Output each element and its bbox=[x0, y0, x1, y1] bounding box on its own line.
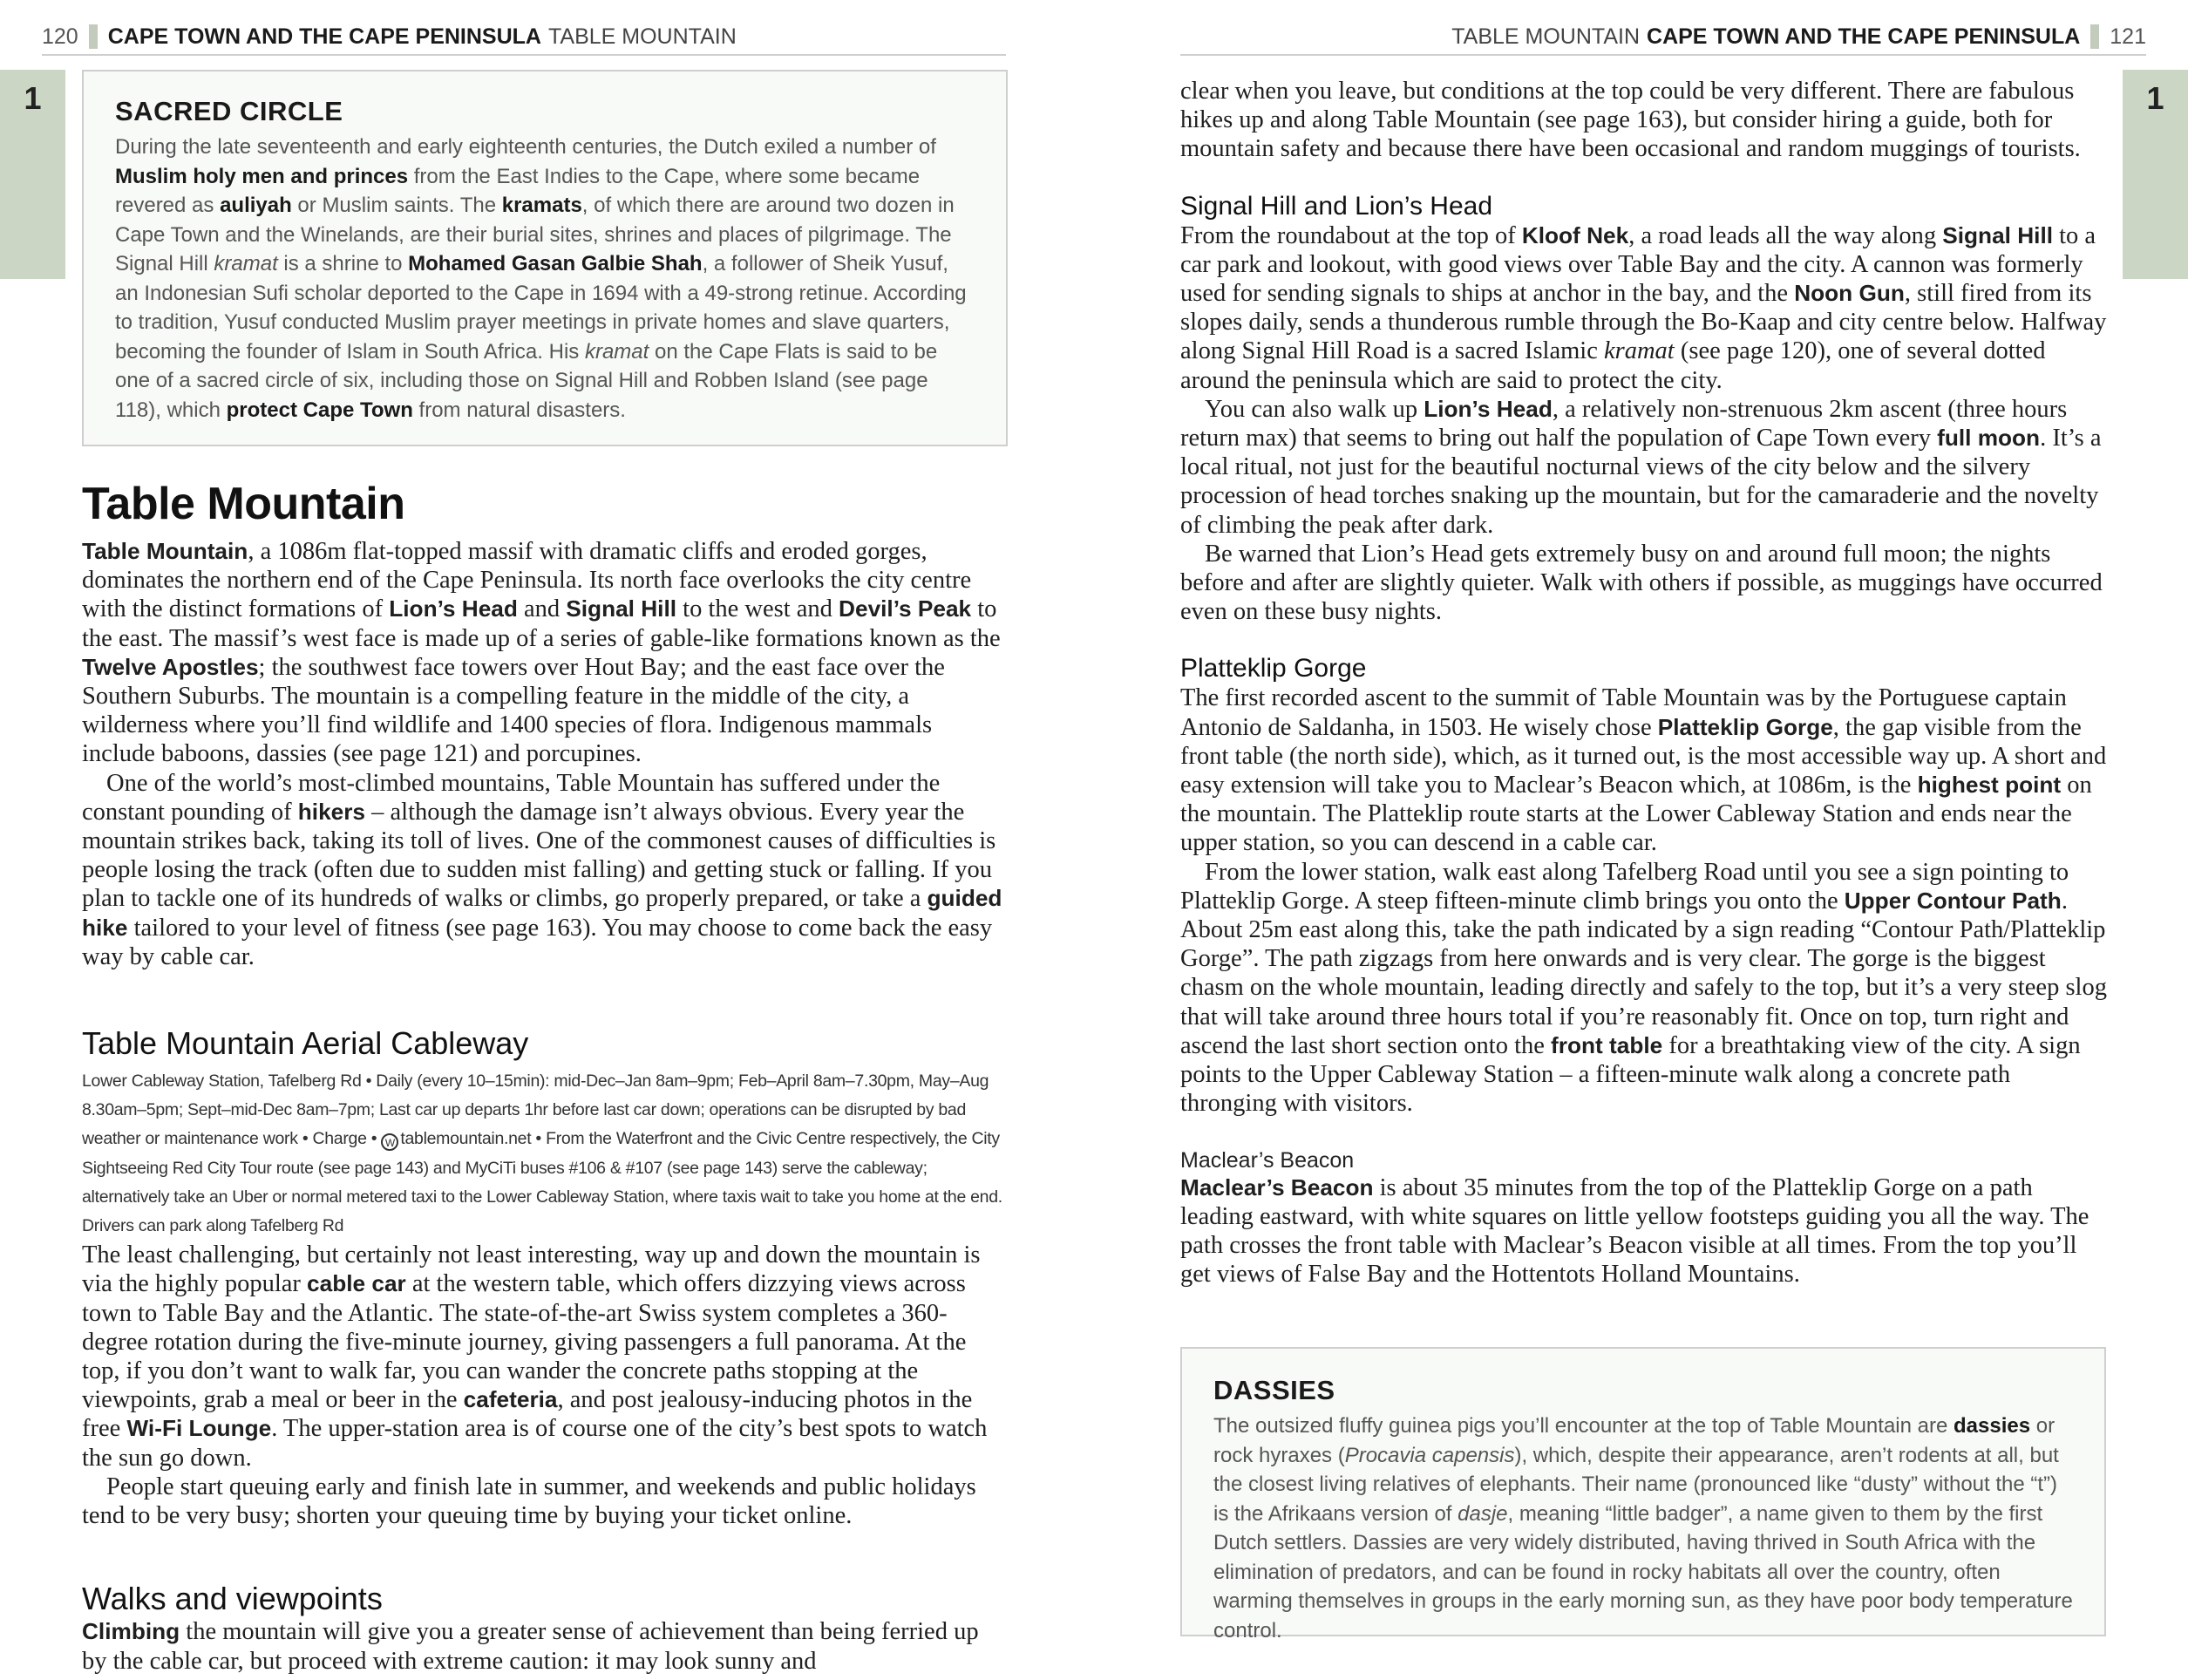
running-head-right bbox=[1180, 19, 2146, 56]
page-number-right: 121 bbox=[2110, 24, 2146, 49]
running-head-left bbox=[42, 19, 1006, 56]
header-subsection-left: TABLE MOUNTAIN bbox=[547, 24, 737, 49]
signal-hill-paragraph-1: From the roundabout at the top of Kloof Nek, a road leads all the way along Signal Hill to a car park and lookout, with good views over Table Bay and the city. A cannon was formerly used for sending signals to ships at anchor in the bay, and the Noon Gun, still fired from its slopes daily, sends a thunderous rumble through the Bo-Kaap and city centre below. Halfway along Signal Hill Road is a sacred Islamic kramat (see page 120), one of several dotted around the peninsula which are said to protect the city. bbox=[1180, 221, 2107, 394]
cableway-paragraph-2: People start queuing early and finish late in summer, and weekends and public holidays tend to be very busy; shorten your queuing time by buying your ticket online. bbox=[82, 1473, 976, 1530]
header-section-left: CAPE TOWN AND THE CAPE PENINSULA bbox=[107, 24, 541, 49]
signal-hill-heading: Signal Hill and Lion’s Head bbox=[1180, 191, 1493, 221]
sacred-circle-text: During the late seventeenth and early eighteenth centuries, the Dutch exiled a number of Muslim holy men and princes from the East Indies to the Cape, where some became revered as auliyah or Muslim saints. The kramats, of which there are around two dozen in Cape Town and the Winelands, are their burial sites, shrines and places of pilgrimage. The Signal Hill kramat is a shrine to Mohamed Gasan Galbie Shah, a follower of Sheik Yusuf, an Indonesian Sufi scholar deported to the Cape in 1694 with a 49-strong retinue. According to tradition, Yusuf conducted Muslim prayer meetings in private homes and slave quarters, becoming the founder of Islam in South Africa. His kramat on the Cape Flats is said to be one of a sacred circle of six, including those on Signal Hill and Robben Island (see page 118), which protect Cape Town from natural disasters. bbox=[115, 135, 967, 422]
intro-paragraph-2: One of the world’s most-climbed mountains, Table Mountain has suffered under the constant pounding of hikers – although the damage isn’t always obvious. Every year the mountain strikes back, taking its toll of lives. One of the commonest causes of difficulties is people losing the track (often due to sudden mist falling) and getting stuck or falling. If you plan to tackle one of its hundreds of walks or climbs, go properly prepared, or take a guided hike tailored to your level of fitness (see page 163). You may choose to come back the easy way by cable car. bbox=[82, 769, 1002, 970]
platteklip-heading: Platteklip Gorge bbox=[1180, 654, 1367, 684]
sacred-circle-box bbox=[82, 70, 1008, 446]
sacred-circle-title: SACRED CIRCLE bbox=[115, 96, 343, 126]
header-bar bbox=[2090, 24, 2099, 49]
platteklip-paragraph-1: The first recorded ascent to the summit of Table Mountain was by the Portuguese captain Antonio de Saldanha, in 1503. He wisely chose Platteklip Gorge, the gap visible from the front table (the north side), which, as it turned out, is the most accessible way up. A short and easy extension will take you to Maclear’s Beacon which, at 1086m, is the highest point on the mountain. The Platteklip route starts at the Lower Cableway Station and ends near the upper station, so you can descend in a cable car. bbox=[1180, 684, 2107, 857]
dassies-box bbox=[1180, 1347, 2106, 1643]
left-column bbox=[82, 478, 1006, 1676]
dassies-text: The outsized fluffy guinea pigs you’ll encounter at the top of Table Mountain are dassies or rock hyraxes (Procavia capensis), which, despite their appearance, aren’t rodents at all, but the closest living relatives of elephants. Their name (pronounced like “dusty” without the “t”) is the Afrikaans version of dasje, meaning “little badger”, a name given to them by the first Dutch settlers. Dassies are very widely distributed, having thrived in South Africa with the elimination of predators, and can be found in rocky habitats all over the country, often warming themselves in groups in the early morning sun, as they have poor body temperature control. bbox=[1213, 1414, 2073, 1643]
platteklip-paragraph-2: From the lower station, walk east along Tafelberg Road until you see a sign pointing to Platteklip Gorge. A steep fifteen-minute climb brings you onto the Upper Contour Path. About 25m east along this, take the path indicated by a sign reading “Contour Path/Platteklip Gorge”. The path zigzags from here onwards and is very clear. The gorge is the biggest chasm on the whole mountain, leading directly and safely to the top, but it’s a very steep slog that will take around three hours total if you’re reasonably fit. Once on top, turn right and ascend the last short section onto the front table for a breathtaking view of the city. A sign points to the Upper Cableway Station – a fifteen-minute walk along a concrete path thronging with visitors. bbox=[1180, 858, 2107, 1118]
header-section-right: CAPE TOWN AND THE CAPE PENINSULA bbox=[1647, 24, 2081, 49]
chapter-tab-right: 1 bbox=[2123, 70, 2188, 279]
cableway-paragraph-1: The least challenging, but certainly not least interesting, way up and down the mountain is via the highly popular cable car at the western table, which offers dizzying views across town to Table Bay and the Atlantic. The state-of-the-art Swiss system completes a 360-degree rotation during the five-minute journey, giving passengers a full panorama. At the top, if you don’t want to walk far, you can wander the concrete paths stopping at the viewpoints, grab a meal or beer in the cafeteria, and post jealousy-inducing photos in the free Wi-Fi Lounge. The upper-station area is of course one of the city’s best spots to watch the sun go down. bbox=[82, 1241, 988, 1472]
intro-paragraph-1: Table Mountain, a 1086m flat-topped massif with dramatic cliffs and eroded gorges, dominates the northern end of the Cape Peninsula. Its north face overlooks the city centre with the distinct formations of Lion’s Head and Signal Hill to the west and Devil’s Peak to the east. The massif’s west face is made up of a series of gable-like formations known as the Twelve Apostles; the southwest face towers over Hout Bay; and the east face over the Southern Suburbs. The mountain is a compelling feature in the middle of the city, a wilderness where you’ll find wildlife and 1400 species of flora. Indigenous mammals include baboons, dassies (see page 121) and porcupines. bbox=[82, 538, 1001, 768]
cableway-info: Lower Cableway Station, Tafelberg Rd • Daily (every 10–15min): mid-Dec–Jan 8am–9pm; Feb–April 8am–7.30pm, May–Aug 8.30am–5pm; Sept–mid-Dec 8am–7pm; Last car up departs 1hr before last car down; operations can be disrupted by bad weather or maintenance work • Charge • W tablemountain.net • From the Waterfront and the Civic Centre respectively, the City Sightseeing Red City Tour route (see page 143) and MyCiTi buses #106 & #107 (see page 143) serve the cableway; alternatively take an Uber or normal metered taxi to the Lower Cableway Station, where taxis wait to take you home at the end. Drivers can park along Tafelberg Rd bbox=[82, 1071, 1002, 1236]
header-subsection-right: TABLE MOUNTAIN bbox=[1451, 24, 1641, 49]
page-title: Table Mountain bbox=[82, 479, 405, 529]
signal-hill-paragraph-3: Be warned that Lion’s Head gets extremely busy on and around full moon; the nights before and after are slightly quieter. Walk with others if possible, as muggings have occurred even on these busy nights. bbox=[1180, 540, 2103, 626]
walks-paragraph-start: Climbing the mountain will give you a greater sense of achievement than being ferried up by the cable car, but proceed with extreme caution: it may look sunny and bbox=[82, 1618, 979, 1675]
walks-heading: Walks and viewpoints bbox=[82, 1581, 383, 1617]
maclear-heading: Maclear’s Beacon bbox=[1180, 1147, 1355, 1173]
cableway-heading: Table Mountain Aerial Cableway bbox=[82, 1025, 529, 1062]
web-icon: W bbox=[381, 1133, 398, 1151]
page-number-left: 120 bbox=[42, 24, 78, 49]
header-bar bbox=[89, 24, 98, 49]
dassies-title: DASSIES bbox=[1213, 1375, 1335, 1405]
right-column bbox=[1180, 77, 2111, 1289]
chapter-tab-left: 1 bbox=[0, 70, 65, 279]
walks-paragraph-continued: clear when you leave, but conditions at the top could be very different. There are fabulous hikes up and along Table Mountain (see page 163), but consider hiring a guide, both for mountain safety and because there have been occasional and random muggings of tourists. bbox=[1180, 78, 2081, 163]
maclear-paragraph: Maclear’s Beacon is about 35 minutes from the top of the Platteklip Gorge on a path leading eastward, with white squares on little yellow footsteps guiding you all the way. The path crosses the front table with Maclear’s Beacon visible at all times. From the top you’ll get views of False Bay and the Hottentots Holland Mountains. bbox=[1180, 1173, 2089, 1289]
signal-hill-paragraph-2: You can also walk up Lion’s Head, a relatively non-strenuous 2km ascent (three hours return max) that seems to bring out half the population of Cape Town every full moon. It’s a local ritual, not just for the beautiful nocturnal views of the city below and the silvery procession of head torches snaking up the mountain, but for the camaraderie and the novelty of climbing the peak after dark. bbox=[1180, 395, 2102, 539]
